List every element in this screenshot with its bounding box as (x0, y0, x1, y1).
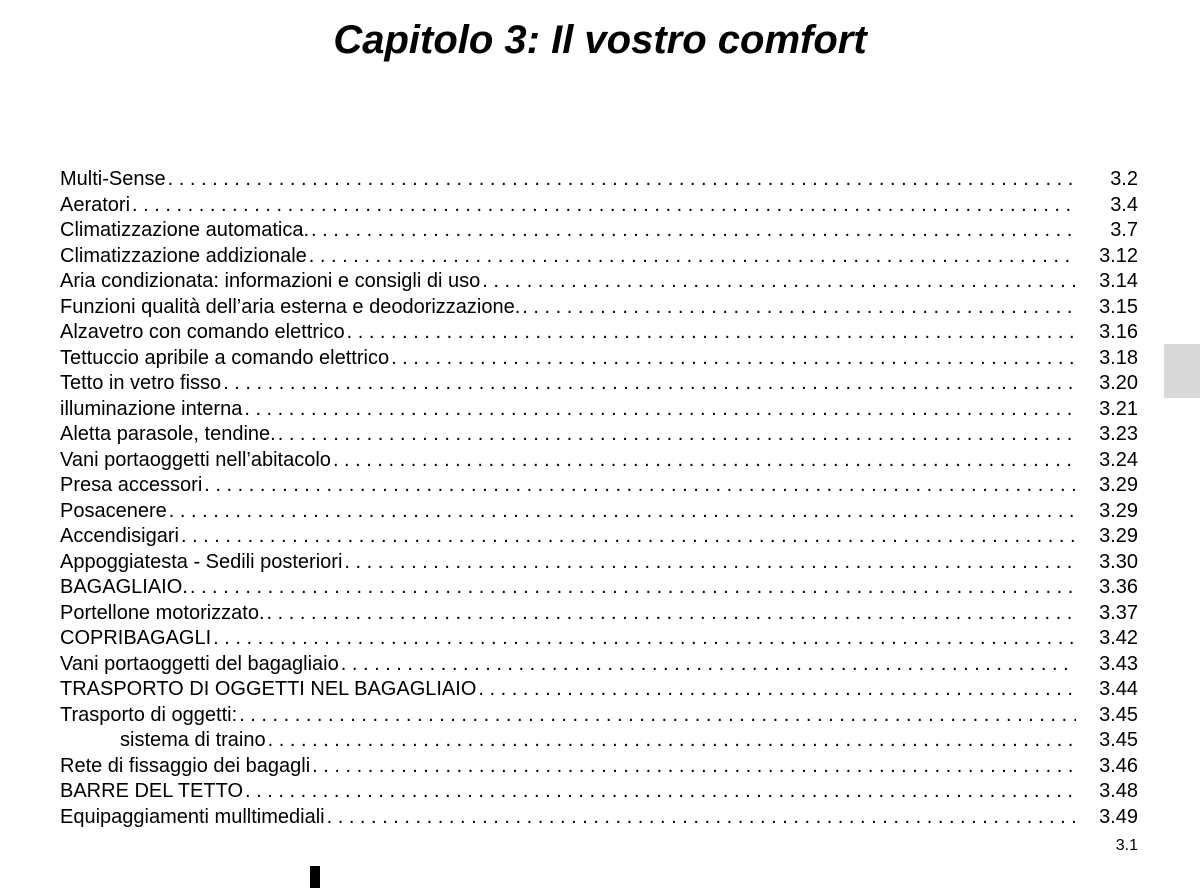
toc-entry[interactable] (60, 473, 1138, 499)
toc-entry-page: 3.48 (1099, 780, 1138, 802)
toc-dot-leader (168, 167, 1076, 193)
toc-entry[interactable] (60, 703, 1138, 729)
print-mark (310, 866, 320, 888)
toc-entry-label: BARRE DEL TETTO (60, 780, 244, 802)
toc-entry[interactable] (60, 422, 1138, 448)
toc-entry[interactable] (60, 677, 1138, 703)
toc-dot-leader (344, 550, 1076, 576)
toc-entry-label: Presa accessori (60, 474, 203, 496)
toc-entry-label: Aria condizionata: informazioni e consigli di uso (60, 270, 481, 292)
toc-entry-page: 3.44 (1099, 678, 1138, 700)
toc-dot-leader (223, 371, 1076, 397)
toc-dot-leader (327, 805, 1076, 831)
toc-entry-label: COPRIBAGAGLI (60, 627, 212, 649)
toc-dot-leader (244, 397, 1076, 423)
toc-entry[interactable] (60, 167, 1138, 193)
toc-dot-leader (181, 524, 1076, 550)
toc-entry-label: Funzioni qualità dell’aria esterna e deodorizzazione. (60, 295, 521, 318)
toc-entry[interactable] (60, 575, 1138, 601)
toc-entry-page: 3.16 (1099, 321, 1138, 343)
toc-entry[interactable] (60, 754, 1138, 780)
toc-entry-label: Tettuccio apribile a comando elettrico (60, 346, 390, 369)
toc-entry[interactable] (60, 601, 1138, 627)
page-number: 3.1 (1115, 837, 1138, 854)
toc-entry[interactable] (60, 626, 1138, 652)
toc-entry[interactable] (60, 397, 1138, 423)
toc-entry-label: Rete di fissaggio dei bagagli (60, 754, 311, 777)
toc-entry-label: Portellone motorizzato. (60, 601, 265, 624)
toc-entry-label: Multi-Sense (60, 168, 166, 190)
toc-entry-page: 3.29 (1099, 525, 1138, 547)
toc-dot-leader (267, 601, 1076, 627)
toc-dot-leader (268, 728, 1076, 754)
toc-entry-page: 3.43 (1099, 652, 1138, 675)
toc-entry[interactable] (60, 728, 1138, 754)
toc-dot-leader (278, 422, 1076, 448)
toc-entry-label: Vani portaoggetti nell’abitacolo (60, 448, 331, 471)
toc-dot-leader (239, 703, 1076, 729)
toc-entry-label: TRASPORTO DI OGGETTI NEL BAGAGLIAIO (60, 678, 477, 700)
toc-entry[interactable] (60, 269, 1138, 295)
toc-entry[interactable] (60, 550, 1138, 576)
toc-entry-label: Vani portaoggetti del bagagliaio (60, 652, 339, 675)
table-of-contents (60, 167, 1138, 830)
toc-entry-page: 3.45 (1099, 703, 1138, 726)
toc-entry-page: 3.18 (1099, 346, 1138, 369)
toc-entry-page: 3.36 (1099, 576, 1138, 598)
toc-dot-leader (311, 218, 1076, 244)
toc-entry-page: 3.24 (1099, 448, 1138, 471)
toc-dot-leader (482, 269, 1076, 295)
toc-dot-leader (333, 448, 1076, 474)
toc-entry-label: illuminazione interna (60, 397, 243, 420)
toc-entry-label: Trasporto di oggetti: (60, 703, 238, 726)
toc-entry-label: Alzavetro con comando elettrico (60, 321, 345, 343)
toc-entry-page: 3.7 (1110, 219, 1138, 241)
toc-entry-label: Appoggiatesta - Sedili posteriori (60, 550, 343, 573)
toc-entry-label: BAGAGLIAIO. (60, 576, 188, 598)
toc-dot-leader (245, 779, 1076, 805)
toc-entry-page: 3.2 (1110, 168, 1138, 190)
toc-dot-leader (347, 320, 1076, 346)
toc-dot-leader (204, 473, 1076, 499)
toc-entry-page: 3.4 (1110, 193, 1138, 216)
toc-entry-label: Climatizzazione addizionale (60, 244, 307, 267)
toc-entry-page: 3.21 (1099, 397, 1138, 420)
toc-entry-page: 3.14 (1099, 270, 1138, 292)
toc-entry[interactable] (60, 320, 1138, 346)
toc-entry[interactable] (60, 295, 1138, 321)
toc-entry-page: 3.29 (1099, 499, 1138, 522)
toc-entry[interactable] (60, 218, 1138, 244)
toc-entry[interactable] (60, 371, 1138, 397)
toc-entry[interactable] (60, 652, 1138, 678)
toc-dot-leader (522, 295, 1076, 321)
toc-entry-page: 3.37 (1099, 601, 1138, 624)
toc-entry-page: 3.46 (1099, 754, 1138, 777)
toc-entry-page: 3.29 (1099, 474, 1138, 496)
toc-entry-label: Aeratori (60, 193, 131, 216)
toc-entry-page: 3.42 (1099, 627, 1138, 649)
toc-entry-page: 3.49 (1099, 805, 1138, 828)
toc-dot-leader (341, 652, 1076, 678)
toc-dot-leader (132, 193, 1076, 219)
toc-entry[interactable] (60, 193, 1138, 219)
toc-entry-label: Aletta parasole, tendine. (60, 423, 276, 445)
chapter-side-tab (1164, 344, 1200, 398)
toc-entry[interactable] (60, 448, 1138, 474)
toc-entry[interactable] (60, 346, 1138, 372)
toc-entry-page: 3.30 (1099, 550, 1138, 573)
toc-entry-label: Equipaggiamenti mulltimediali (60, 805, 325, 828)
toc-entry[interactable] (60, 805, 1138, 831)
toc-entry-page: 3.15 (1099, 295, 1138, 318)
toc-entry[interactable] (60, 524, 1138, 550)
toc-entry-label: Climatizzazione automatica. (60, 219, 309, 241)
toc-dot-leader (309, 244, 1076, 270)
toc-dot-leader (190, 575, 1076, 601)
toc-entry-label: Tetto in vetro fisso (60, 372, 222, 394)
toc-entry-label: sistema di traino (120, 729, 266, 751)
toc-entry-label: Posacenere (60, 499, 167, 522)
toc-dot-leader (391, 346, 1076, 372)
toc-dot-leader (312, 754, 1076, 780)
toc-entry[interactable] (60, 499, 1138, 525)
toc-entry-label: Accendisigari (60, 525, 179, 547)
toc-dot-leader (213, 626, 1076, 652)
toc-entry[interactable] (60, 779, 1138, 805)
toc-entry-page: 3.23 (1099, 423, 1138, 445)
toc-dot-leader (478, 677, 1076, 703)
toc-entry-page: 3.45 (1099, 729, 1138, 751)
toc-entry[interactable] (60, 244, 1138, 270)
page-title: Capitolo 3: Il vostro comfort (333, 18, 867, 62)
toc-entry-page: 3.12 (1099, 244, 1138, 267)
toc-entry-page: 3.20 (1099, 372, 1138, 394)
toc-dot-leader (169, 499, 1076, 525)
